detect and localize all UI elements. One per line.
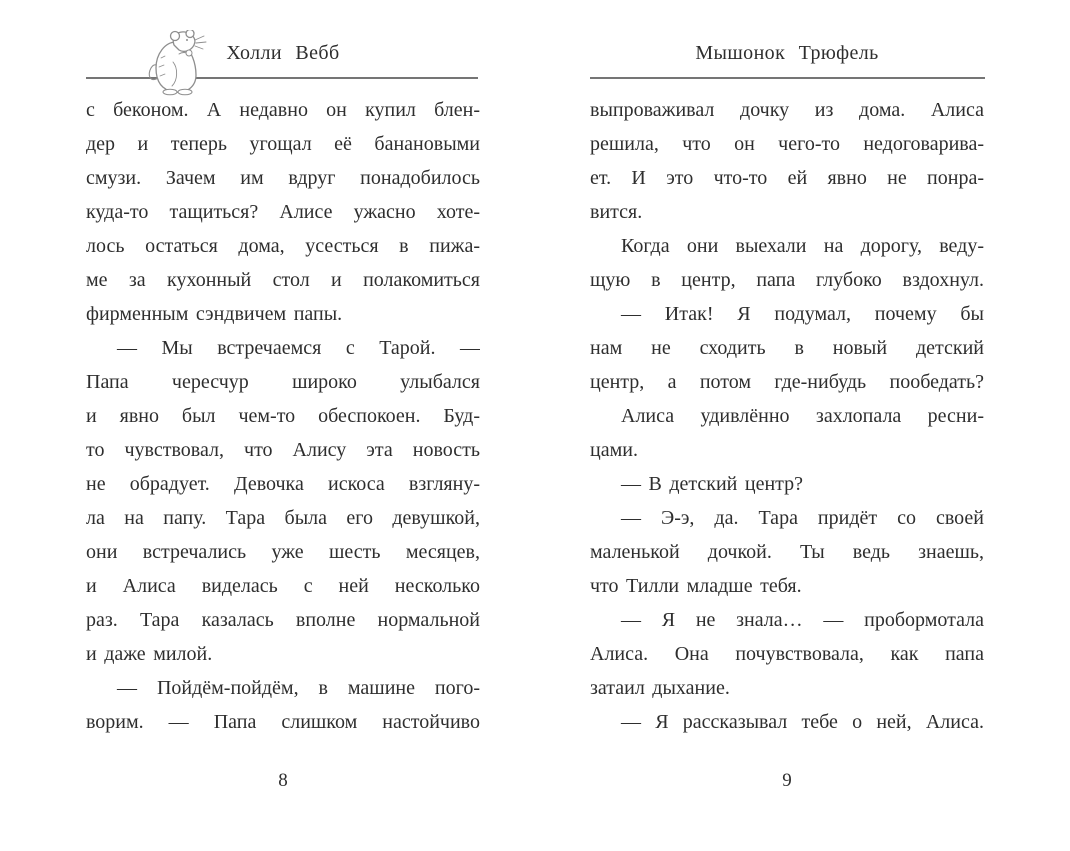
text-line: Папа чересчур широко улыбался	[86, 371, 480, 393]
text-line: дер и теперь угощал её банановыми	[86, 133, 480, 155]
mouse-sketch-icon	[146, 30, 208, 96]
text-line: Алиса удивлённо захлопала ресни-	[621, 405, 984, 427]
text-line: — Мы встречаемся с Тарой. —	[117, 337, 480, 359]
text-line: то чувствовал, что Алису эта новость	[86, 439, 480, 461]
text-line: выпроваживал дочку из дома. Алиса	[590, 99, 984, 121]
page-text-right	[590, 93, 984, 739]
text-line: ла на папу. Тара была его девушкой,	[86, 507, 480, 529]
header-rule-right	[590, 77, 985, 79]
text-line: Алиса. Она почувствовала, как папа	[590, 643, 984, 665]
text-line: щую в центр, папа глубоко вздохнул.	[590, 269, 984, 291]
text-line: с беконом. А недавно он купил блен-	[86, 99, 480, 121]
text-line: — Я не знала… — пробормотала	[621, 609, 984, 631]
text-line: — Я рассказывал тебе о ней, Алиса.	[621, 711, 984, 733]
text-line: ворим. — Папа слишком настойчиво	[86, 711, 480, 733]
page-text-left	[86, 93, 480, 739]
text-line: центр, а потом где-нибудь пообедать?	[590, 371, 984, 393]
text-line: лось остаться дома, усесться в пижа-	[86, 235, 480, 257]
running-head-left: Холли Вебб	[226, 42, 340, 64]
text-line: не обрадует. Девочка искоса взгляну-	[86, 473, 480, 495]
text-line: вится.	[590, 201, 643, 223]
text-line: — Итак! Я подумал, почему бы	[621, 303, 984, 325]
text-line: фирменным сэндвичем папы.	[86, 303, 343, 325]
text-line: затаил дыхание.	[590, 677, 730, 699]
text-line: и Алиса виделась с ней несколько	[86, 575, 480, 597]
text-line: ет. И это что-то ей явно не понра-	[590, 167, 984, 189]
text-line: маленькой дочкой. Ты ведь знаешь,	[590, 541, 984, 563]
text-line: смузи. Зачем им вдруг понадобилось	[86, 167, 480, 189]
page-number-right: 9	[782, 770, 792, 791]
text-line: и даже милой.	[86, 643, 213, 665]
text-line: решила, что он чего-то недоговарива-	[590, 133, 984, 155]
text-line: они встречались уже шесть месяцев,	[86, 541, 480, 563]
text-line: Когда они выехали на дорогу, веду-	[621, 235, 984, 257]
header-rule-left	[86, 77, 478, 79]
text-line: — Э-э, да. Тара придёт со своей	[621, 507, 984, 529]
text-line: куда-то тащиться? Алисе ужасно хоте-	[86, 201, 480, 223]
text-line: раз. Тара казалась вполне нормальной	[86, 609, 480, 631]
text-line: нам не сходить в новый детский	[590, 337, 984, 359]
text-line: — В детский центр?	[621, 473, 804, 495]
running-head-right: Мышонок Трюфель	[695, 42, 879, 64]
text-line: — Пойдём-пойдём, в машине пого-	[117, 677, 480, 699]
page-number-left: 8	[278, 770, 288, 791]
text-line: ме за кухонный стол и полакомиться	[86, 269, 480, 291]
text-line: и явно был чем-то обеспокоен. Буд-	[86, 405, 480, 427]
text-line: цами.	[590, 439, 638, 461]
text-line: что Тилли младше тебя.	[590, 575, 802, 597]
